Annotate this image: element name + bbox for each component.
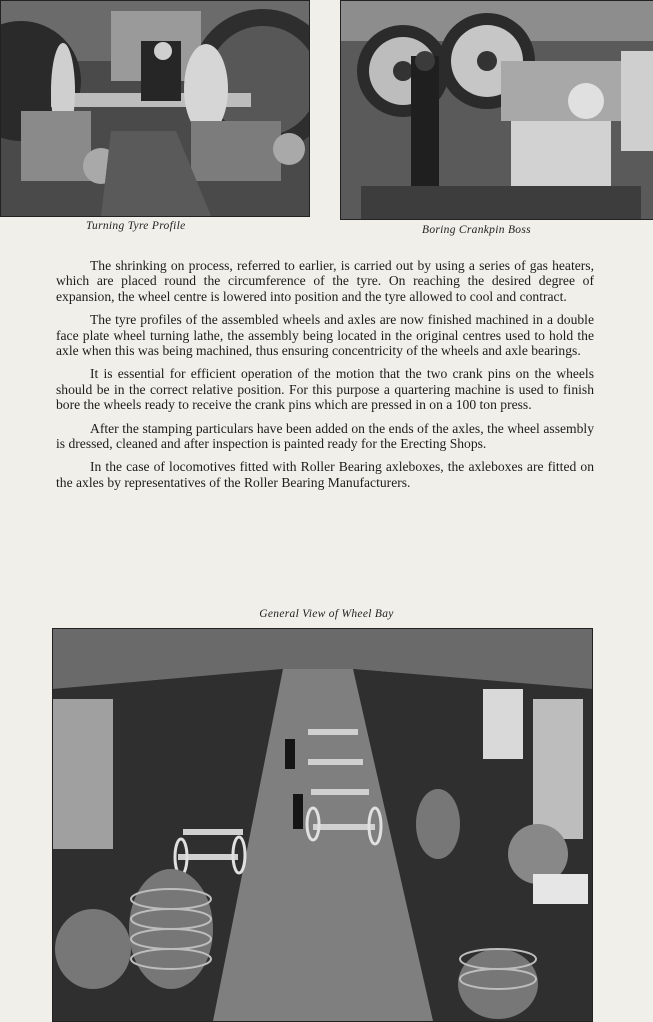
caption-boring-crankpin-boss: Boring Crankpin Boss [422, 224, 531, 236]
caption-wheel-bay: General View of Wheel Bay [259, 608, 394, 620]
caption-turning-tyre-profile: Turning Tyre Profile [86, 220, 186, 232]
photo-turning-tyre-profile [0, 0, 310, 217]
paragraph: In the case of locomotives fitted with Roller Bearing axleboxes, the axleboxes are fitted on the axles by representatives of the Roller Bearing Manufacturers. [56, 459, 594, 490]
paragraph: The tyre profiles of the assembled wheels and axles are now finished machined in a double face plate wheel turning lathe, the assembly being located in the original centres used to hold the axle when this was being machined, thus ensuring concentricity of the wheels and axle bearings. [56, 312, 594, 359]
body-text [56, 258, 594, 498]
paragraph: The shrinking on process, referred to earlier, is carried out by using a series of gas heaters, which are placed round the circumference of the tyre. On reaching the desired degree of expansion, the wheel centre is lowered into position and the tyre allowed to cool and contract. [56, 258, 594, 304]
photo-wheel-bay [52, 628, 593, 1022]
photo-boring-crankpin-boss [340, 0, 653, 220]
paragraph: After the stamping particulars have been added on the ends of the axles, the wheel assembly is dressed, cleaned and after inspection is painted ready for the Erecting Shops. [56, 420, 594, 452]
paragraph: It is essential for efficient operation of the motion that the two crank pins on the wheels should be in the correct relative position. For this purpose a quartering machine is used to finish bore the wheels ready to receive the crank pins which are pressed in on a 100 ton press. [56, 366, 594, 413]
